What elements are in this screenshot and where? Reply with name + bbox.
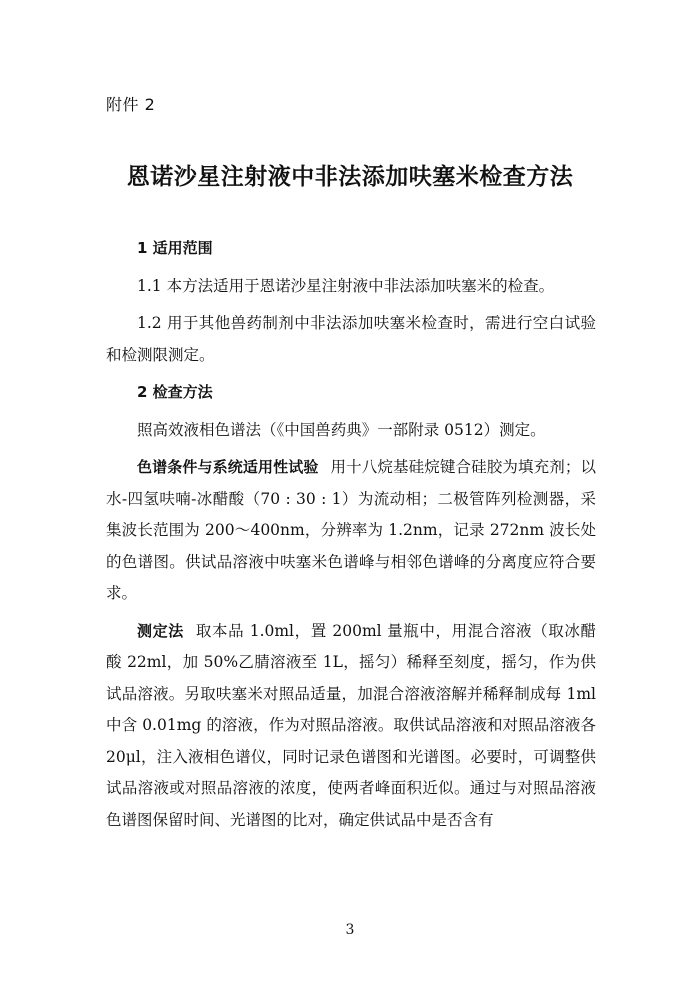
- section-1-heading: [106, 233, 596, 265]
- paragraph-chromatographic-conditions: [106, 452, 596, 610]
- section-2-heading: [106, 377, 596, 409]
- paragraph-1-2: 1.2 用于其他兽药制剂中非法添加呋塞米检查时，需进行空白试验和检测限测定。: [106, 314, 596, 364]
- attachment-label: 附件 2: [106, 95, 156, 114]
- chromatographic-conditions-text: 用十八烷基硅烷键合硅胶为填充剂；以水-四氢呋喃-冰醋酸（70 : 30 : 1）为流动相；二极管阵列检测器，采集波长范围为 200～400nm，分辨率为 1.2nm，记录 272nm 波长处的色谱图。供试品溶液中呋塞米色谱峰与相邻色谱峰的分离度应符合要求。: [106, 458, 596, 602]
- document-body: [106, 233, 596, 836]
- determination-method-text: 取本品 1.0ml，置 200ml 量瓶中，用混合溶液（取冰醋酸 22ml，加 50%乙腈溶液至 1L，摇匀）稀释至刻度，摇匀，作为供试品溶液。另取呋塞米对照品适量，加混合溶液溶解并稀释制成每 1ml 中含 0.01mg 的溶液，作为对照品溶液。取供试品溶液和对照品溶液各 20μl，注入液相色谱仪，同时记录色谱图和光谱图。必要时，可调整供试品溶液或对照品溶液的浓度，使两者峰面积近似。通过与对照品溶液色谱图保留时间、光谱图的比对，确定供试品中是否含有: [106, 621, 596, 829]
- section-1-heading-text: 1 适用范围: [137, 239, 213, 257]
- paragraph-1-1: 1.1 本方法适用于恩诺沙星注射液中非法添加呋塞米的检查。: [137, 276, 555, 295]
- section-2-heading-text: 2 检查方法: [137, 383, 213, 401]
- paragraph-2-intro: 照高效液相色谱法（《中国兽药典》一部附录 0512）测定。: [137, 420, 546, 439]
- chromatographic-conditions-lead: 色谱条件与系统适用性试验: [137, 458, 319, 476]
- page-number: 3: [345, 922, 355, 938]
- document-title: 恩诺沙星注射液中非法添加呋塞米检查方法: [126, 163, 574, 190]
- paragraph-determination-method: [106, 616, 596, 837]
- determination-method-lead: 测定法: [137, 621, 184, 640]
